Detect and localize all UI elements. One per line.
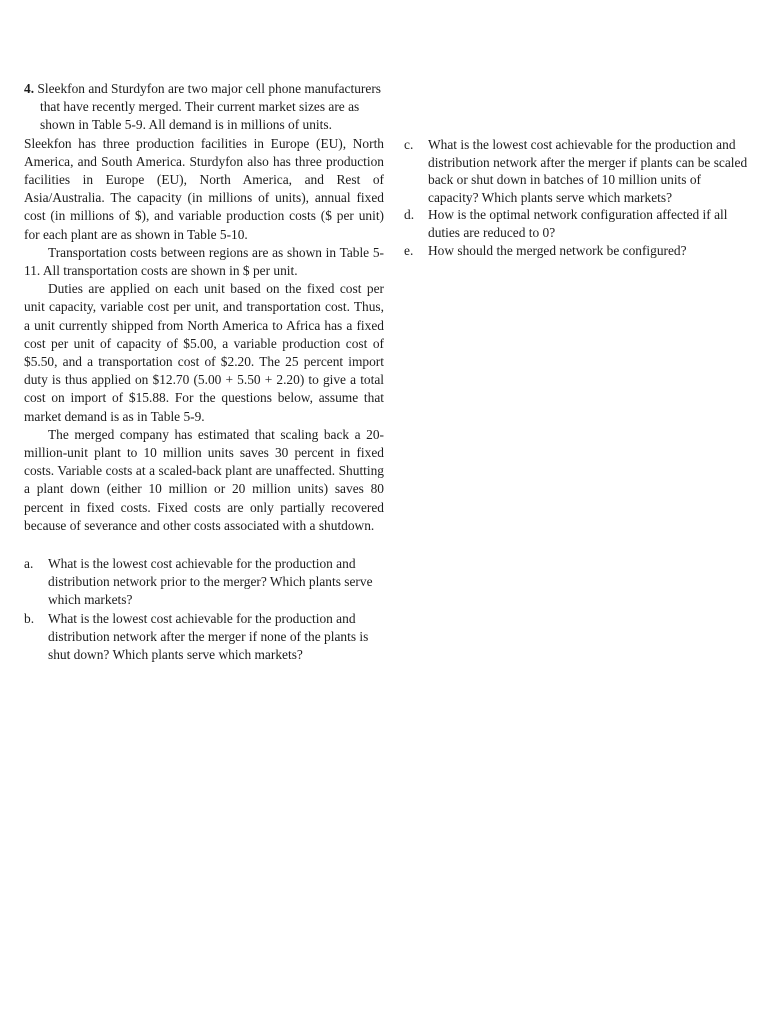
question-letter: c.	[404, 137, 414, 152]
question-text: How is the optimal network configuration affected if all duties are reduced to 0?	[428, 207, 728, 240]
question-letter: e.	[404, 242, 414, 258]
question-text: What is the lowest cost achievable for the production and distribution network prior to the merger? Which plants serve which markets?	[48, 556, 373, 608]
problem-intro	[24, 80, 384, 135]
question-letter: b.	[24, 610, 35, 626]
question-a	[24, 555, 384, 610]
intro-text: Sleekfon and Sturdyfon are two major cell phone manufacturers that have recently merged. Their current market sizes are as shown in Table 5-9. All demand is in millions of units.	[37, 81, 381, 133]
question-list-left	[24, 555, 384, 664]
question-text: What is the lowest cost achievable for the production and distribution network after the merger if none of the plants is shut down? Which plants serve which markets?	[48, 610, 369, 663]
right-column	[404, 136, 750, 259]
left-column	[24, 80, 384, 664]
paragraph-transportation: Transportation costs between regions are as shown in Table 5-11. All transportation costs are shown in $ per unit.	[24, 244, 384, 279]
question-b	[24, 610, 384, 665]
problem-number: 4.	[24, 81, 35, 96]
question-text: How should the merged network be configured?	[428, 242, 687, 258]
question-text: What is the lowest cost achievable for the production and distribution network after the merger if plants can be scaled back or shut down in batches of 10 million units of capacity? Which plants serve which markets?	[428, 137, 748, 205]
question-letter: d.	[404, 207, 415, 223]
question-letter: a.	[24, 556, 34, 572]
paragraph-duties: Duties are applied on each unit based on the fixed cost per unit capacity, variable cost per unit, and transportation cost. Thus, a unit currently shipped from North America to Africa has a fixed cost per unit of capacity of $5.00, a variable production cost of $5.50, and a transportation cost of $2.20. The 25 percent import duty is thus applied on $12.70 (5.00 + 5.50 + 2.20) to give a total cost on import of $15.88. For the questions below, assume that market demand is as in Table 5-9.	[24, 281, 384, 424]
question-c	[404, 136, 750, 206]
paragraph-facilities: Sleekfon has three production facilities in Europe (EU), North America, and South America. Sturdyfon also has three production facilities in Europe (EU), North America, and Rest of Asia/Australia. The capacity (in millions of units), annual fixed cost (in millions of $), and variable production costs ($ per unit) for each plant are as shown in Table 5-10.	[24, 135, 384, 242]
paragraph-scaling: The merged company has estimated that scaling back a 20-million-unit plant to 10 million units saves 30 percent in fixed costs. Variable costs at a scaled-back plant are unaffected. Shutting a plant down (either 10 million or 20 million units) saves 80 percent in fixed costs. Fixed costs are only partially recovered because of severance and other costs associated with a shutdown.	[24, 426, 384, 533]
question-d	[404, 206, 750, 241]
question-e	[404, 242, 750, 260]
